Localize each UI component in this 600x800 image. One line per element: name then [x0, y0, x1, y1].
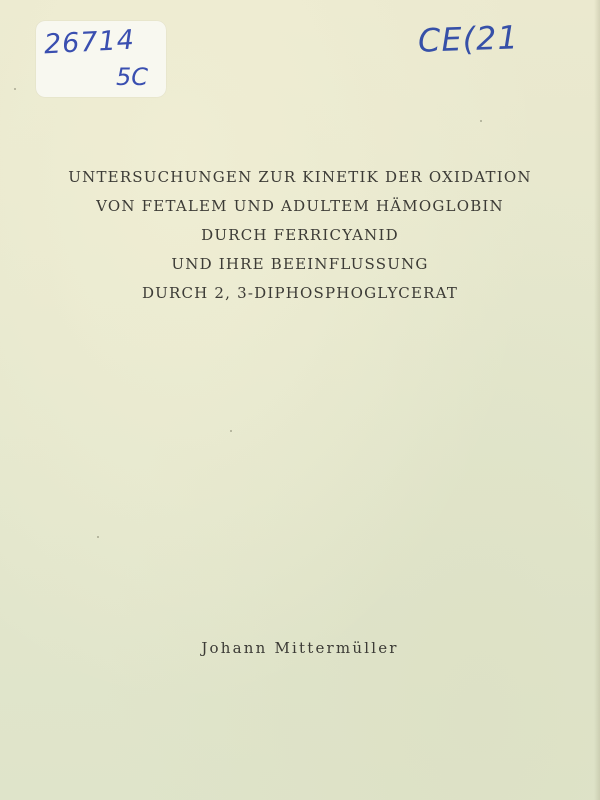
page-edge-shadow	[594, 0, 600, 800]
title-line-1: UNTERSUCHUNGEN ZUR KINETIK DER OXIDATION	[68, 168, 532, 186]
catalog-suffix: 5C	[116, 63, 149, 91]
title-line-3: DURCH FERRICYANID	[201, 226, 399, 244]
handwritten-shelf-code: CE(21	[417, 18, 520, 60]
author-name: Johann Mittermüller	[201, 639, 399, 657]
title-line-2: VON FETALEM UND ADULTEM HÄMOGLOBIN	[96, 197, 504, 215]
catalog-number: 26714	[43, 24, 136, 61]
paper-speck	[14, 88, 16, 90]
paper-speck	[97, 536, 99, 538]
title-line-5: DURCH 2, 3-DIPHOSPHOGLYCERAT	[141, 284, 459, 302]
title-line-4: UND IHRE BEEINFLUSSUNG	[171, 255, 429, 273]
document-title	[0, 163, 600, 308]
paper-speck	[480, 120, 482, 122]
paper-speck	[230, 430, 232, 432]
catalog-sticker	[36, 21, 166, 97]
